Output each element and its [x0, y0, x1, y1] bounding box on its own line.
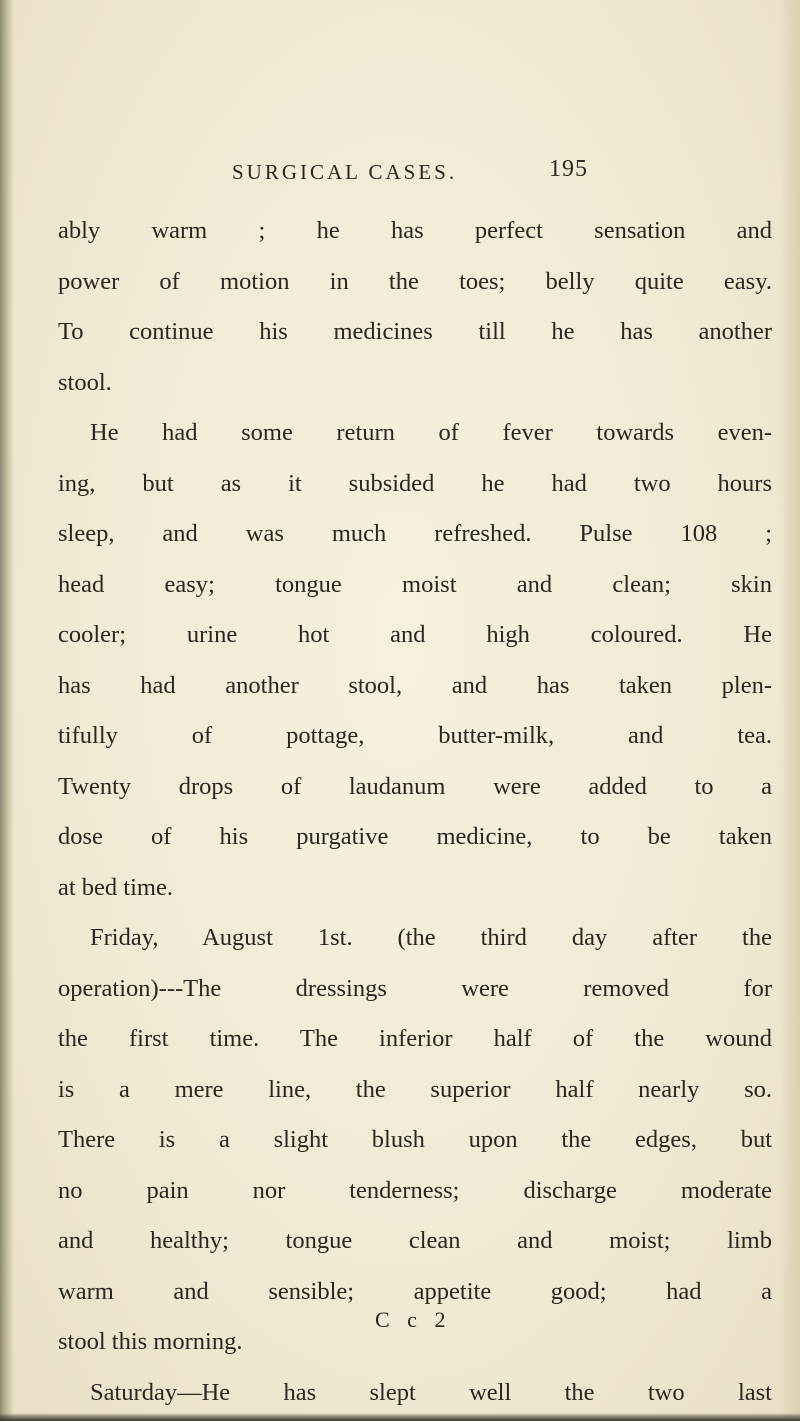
- text-line: no pain nor tenderness; discharge moderate: [58, 1176, 772, 1204]
- text-line: is a mere line, the superior half nearly so.: [58, 1075, 772, 1103]
- text-line: stool.: [58, 368, 112, 396]
- text-line: at bed time.: [58, 873, 173, 901]
- page-right-edge: [778, 0, 800, 1421]
- signature-mark: C c 2: [375, 1307, 452, 1332]
- text-line: has had another stool, and has taken plen-: [58, 671, 772, 699]
- text-line: Saturday—He has slept well the two last: [90, 1378, 772, 1406]
- text-line: To continue his medicines till he has another: [58, 318, 772, 345]
- text-line: power of motion in the toes; belly quite easy.: [58, 267, 772, 295]
- text-line: tifully of pottage, butter-milk, and tea.: [58, 722, 772, 749]
- text-line: ing, but as it subsided he had two hours: [58, 469, 772, 497]
- body-text: [58, 206, 772, 1418]
- page-left-edge: [0, 0, 14, 1421]
- text-line: warm and sensible; appetite good; had a: [58, 1277, 772, 1305]
- text-line: sleep, and was much refreshed. Pulse 108 ;: [58, 520, 772, 547]
- text-line: stool this morning.: [58, 1328, 243, 1355]
- text-line: head easy; tongue moist and clean; skin: [58, 570, 772, 598]
- text-line: and healthy; tongue clean and moist; limb: [58, 1227, 772, 1254]
- page-number: 195: [549, 156, 588, 182]
- text-line: the first time. The inferior half of the wound: [58, 1025, 772, 1052]
- running-head: [232, 156, 588, 190]
- text-line: cooler; urine hot and high coloured. He: [58, 621, 772, 648]
- text-line: dose of his purgative medicine, to be taken: [58, 823, 772, 850]
- text-line: operation)---The dressings were removed for: [58, 974, 772, 1002]
- text-line: Twenty drops of laudanum were added to a: [58, 772, 772, 800]
- text-line: There is a slight blush upon the edges, but: [58, 1126, 772, 1153]
- running-head-title: SURGICAL CASES.: [232, 160, 458, 184]
- text-line: He had some return of fever towards even-: [90, 419, 772, 446]
- text-line: ably warm ; he has perfect sensation and: [58, 217, 772, 244]
- text-line: Friday, August 1st. (the third day after the: [90, 924, 772, 951]
